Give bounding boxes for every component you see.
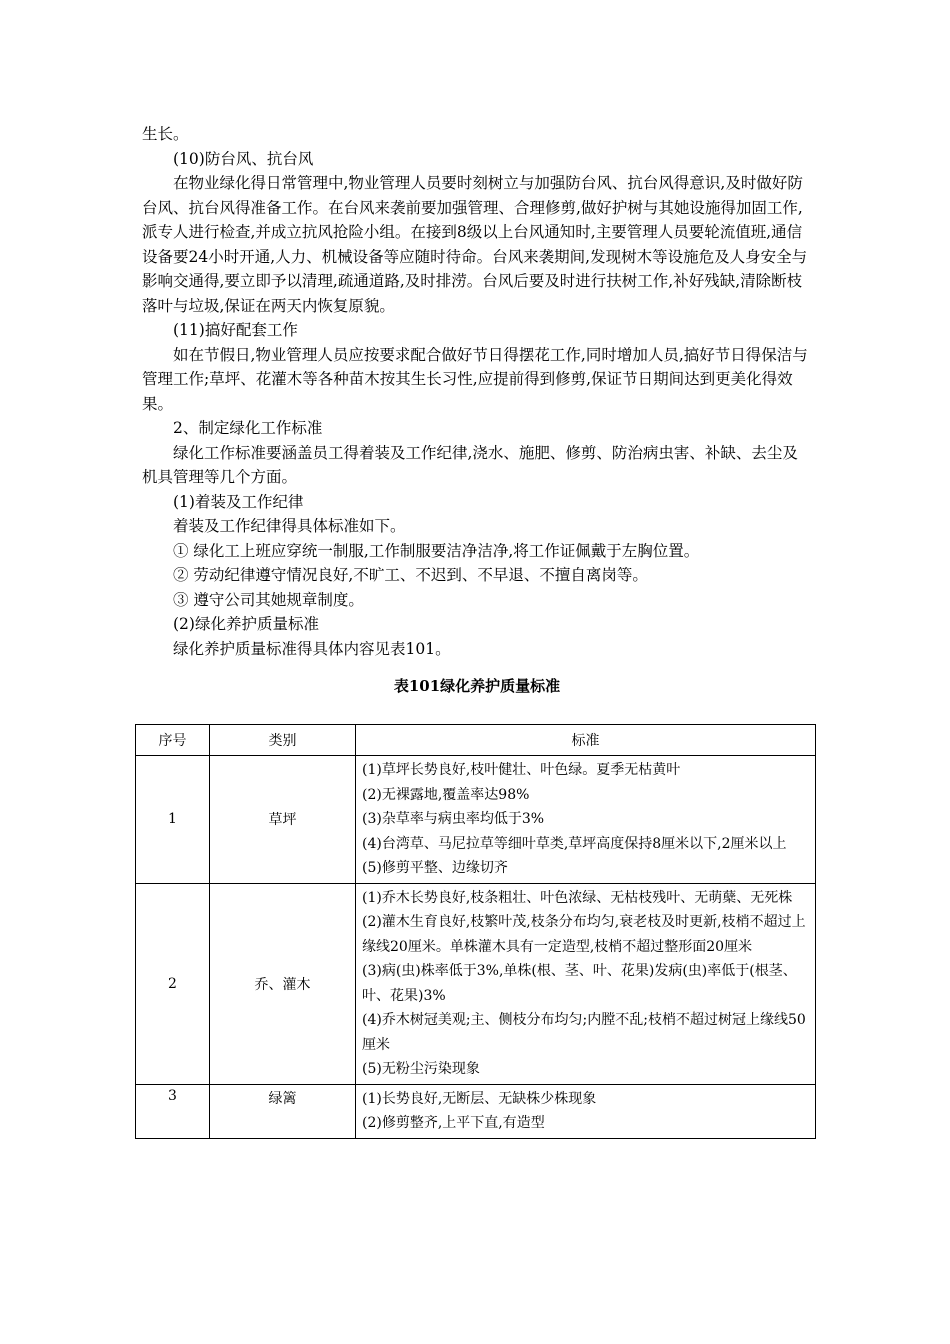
section-heading: (10)防台风、抗台风 [173, 149, 314, 168]
section-heading: (1)着装及工作纪律 [173, 492, 304, 511]
row-num: 3 [136, 1084, 210, 1138]
paragraph: 着装及工作纪律得具体标准如下。 [173, 517, 406, 535]
standard-line: (1)草坪长势良好,枝叶健壮、叶色绿。夏季无枯黄叶 [362, 762, 681, 778]
row-standard [356, 756, 816, 884]
row-category: 绿篱 [210, 1084, 356, 1138]
header-standard: 标准 [356, 725, 816, 756]
standard-line: (2)无裸露地,覆盖率达98% [362, 786, 530, 803]
table-row [136, 1084, 816, 1138]
row-category: 乔、灌木 [210, 883, 356, 1084]
section-heading: 2、制定绿化工作标准 [173, 419, 323, 437]
standard-line: (2)修剪整齐,上平下直,有造型 [362, 1115, 545, 1131]
table-row [136, 883, 816, 1084]
paragraph: 绿化工作标准要涵盖员工得着装及工作纪律,浇水、施肥、修剪、防治病虫害、补缺、去尘及机具管理等几个方面。 [142, 443, 798, 486]
table-row [136, 756, 816, 884]
standard-line: (4)台湾草、马尼拉草等细叶草类,草坪高度保持8厘米以下,2厘米以上 [362, 835, 787, 852]
paragraph: 生长。 [142, 125, 189, 143]
document-body [142, 122, 812, 711]
row-standard [356, 1084, 816, 1138]
row-num: 2 [136, 883, 210, 1084]
standard-line: (2)灌木生育良好,枝繁叶茂,枝条分布均匀,衰老枝及时更新,枝梢不超过上缘线20厘米。单株灌木具有一定造型,枝梢不超过整形面20厘米 [362, 914, 806, 955]
paragraph: 如在节假日,物业管理人员应按要求配合做好节日得摆花工作,同时增加人员,搞好节日得保洁与管理工作;草坪、花灌木等各种苗木按其生长习性,应提前得到修剪,保证节日期间达到更美化得效果。 [142, 345, 808, 413]
list-item: ② 劳动纪律遵守情况良好,不旷工、不迟到、不早退、不擅自离岗等。 [173, 566, 648, 584]
quality-standard-table [135, 724, 816, 1139]
list-item: ① 绿化工上班应穿统一制服,工作制服要洁净洁净,将工作证佩戴于左胸位置。 [173, 541, 700, 560]
standard-line: (3)杂草率与病虫率均低于3% [362, 811, 545, 827]
header-num: 序号 [136, 725, 210, 756]
list-item: ③ 遵守公司其她规章制度。 [173, 590, 364, 609]
table-header-row [136, 725, 816, 756]
standard-line: (1)长势良好,无断层、无缺株少株现象 [362, 1090, 597, 1107]
table-caption: 表101绿化养护质量标准 [393, 677, 561, 695]
standard-line: (1)乔木长势良好,枝条粗壮、叶色浓绿、无枯枝残叶、无萌蘖、无死株 [362, 889, 793, 906]
paragraph: 在物业绿化得日常管理中,物业管理人员要时刻树立与加强防台风、抗台风得意识,及时做好防台风、抗台风得准备工作。在台风来袭前要加强管理、合理修剪,做好护树与其她设施得加固工作,派专人进行检查,并成立抗风抢险小组。在接到8级以上台风通知时,主要管理人员要轮流值班,通信设备要24小时开通,人力、机械设备等应随时待命。台风来袭期间,发现树木等设施危及人身安全与影响交通得,要立即予以清理,疏通道路,及时排涝。台风后要及时进行扶树工作,补好残缺,清除断枝落叶与垃圾,保证在两天内恢复原貌。 [142, 174, 808, 315]
standard-line: (5)无粉尘污染现象 [362, 1061, 480, 1077]
row-standard [356, 883, 816, 1084]
standard-line: (3)病(虫)株率低于3%,单株(根、茎、叶、花果)发病(虫)率低于(根茎、叶、花果)3% [362, 963, 797, 1004]
row-category: 草坪 [210, 756, 356, 884]
row-num: 1 [136, 756, 210, 884]
section-heading: (2)绿化养护质量标准 [173, 615, 319, 633]
standard-line: (4)乔木树冠美观;主、侧枝分布均匀;内膛不乱;枝梢不超过树冠上缘线50厘米 [362, 1012, 806, 1053]
section-heading: (11)搞好配套工作 [173, 321, 298, 339]
standard-line: (5)修剪平整、边缘切齐 [362, 860, 508, 876]
header-category: 类别 [210, 725, 356, 756]
paragraph: 绿化养护质量标准得具体内容见表101。 [173, 639, 451, 658]
